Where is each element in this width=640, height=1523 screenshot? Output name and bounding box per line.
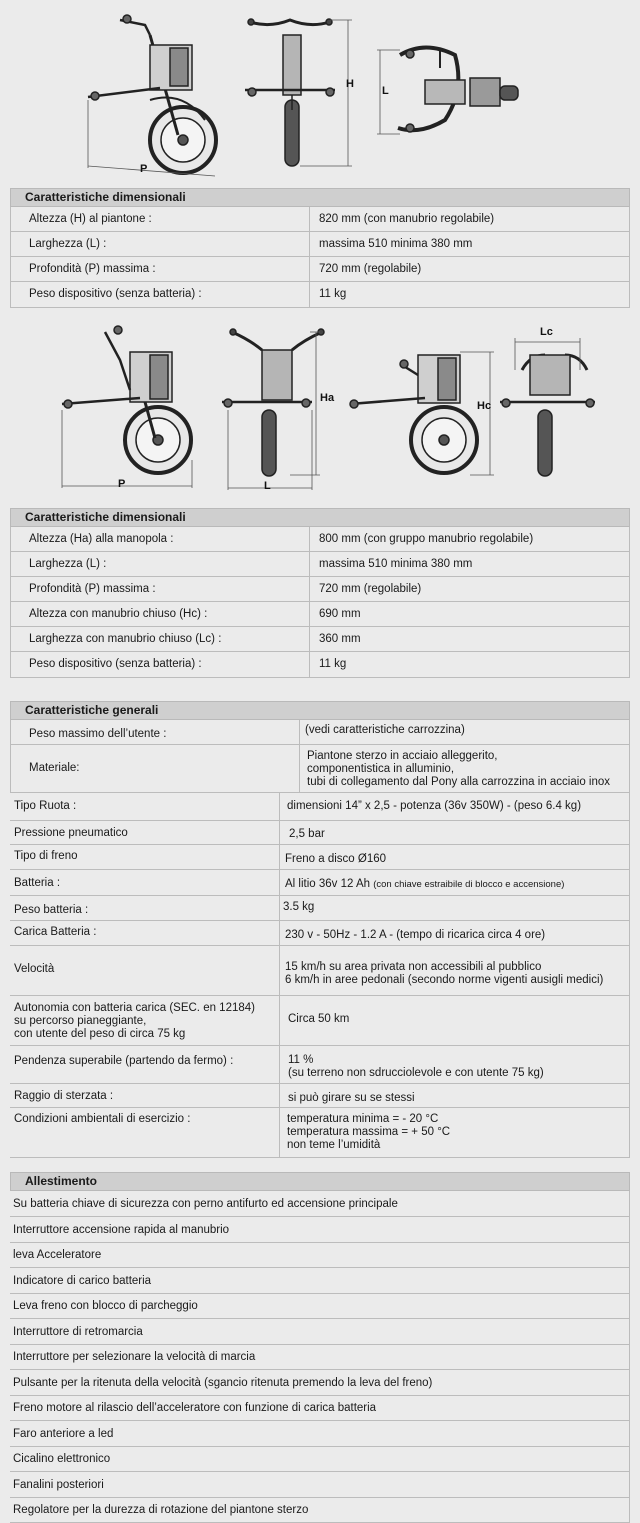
column-divider <box>279 1046 280 1083</box>
row-value: 2,5 bar <box>289 828 325 840</box>
list-item <box>10 1421 630 1447</box>
list-item <box>10 1319 630 1345</box>
row-value: Piantone sterzo in acciaio alleggerito, componentistica in alluminio, tubi di collegamento dal Pony alla carrozzina in acciaio inox <box>307 750 611 788</box>
table-row <box>10 1084 630 1108</box>
table-row <box>10 627 630 652</box>
dim-label-hc: Hc <box>477 400 492 412</box>
device-drawings-1 <box>0 0 640 185</box>
row-label: Larghezza (L) : <box>29 238 107 250</box>
table-row <box>10 793 630 821</box>
row-label: Velocità <box>14 963 55 975</box>
table-row <box>10 602 630 627</box>
list-item <box>10 1370 630 1396</box>
row-label: Pressione pneumatico <box>14 827 128 839</box>
row-value: 720 mm (regolabile) <box>319 583 422 595</box>
column-divider <box>299 720 300 744</box>
list-item <box>10 1268 630 1294</box>
table-row <box>10 577 630 602</box>
table-row <box>10 232 630 257</box>
table-row <box>10 1108 630 1158</box>
table-row <box>10 527 630 552</box>
column-divider <box>279 996 280 1045</box>
row-value: dimensioni 14” x 2,5 - potenza (36v 350W) - (peso 6.4 kg) <box>287 800 582 812</box>
dim-label-l: L <box>264 480 271 492</box>
table-row <box>10 652 630 678</box>
column-divider <box>309 602 310 626</box>
row-label: Peso dispositivo (senza batteria) : <box>29 288 202 300</box>
column-divider <box>279 1108 280 1157</box>
column-divider <box>279 821 280 844</box>
row-value: 11 kg <box>319 288 347 300</box>
table-row <box>10 845 630 870</box>
list-item-text: Interruttore di retromarcia <box>13 1326 143 1338</box>
table-row <box>10 896 630 921</box>
list-item <box>10 1293 630 1319</box>
dim-label-l: L <box>382 85 389 97</box>
row-label: Raggio di sterzata : <box>14 1090 114 1102</box>
list-item-text: Su batteria chiave di sicurezza con perno antifurto ed accensione principale <box>13 1198 398 1210</box>
row-label: Larghezza con manubrio chiuso (Lc) : <box>29 633 222 645</box>
column-divider <box>309 257 310 281</box>
row-label: Tipo Ruota : <box>14 800 77 812</box>
row-value: si può girare su se stessi <box>288 1092 415 1104</box>
table-row <box>10 1046 630 1084</box>
row-value: 11 % (su terreno non sdrucciolevole e con utente 75 kg) <box>288 1054 544 1079</box>
table-row <box>10 257 630 282</box>
list-item-text: Interruttore per selezionare la velocità di marcia <box>13 1351 256 1363</box>
column-divider <box>279 921 280 945</box>
row-value: (vedi caratteristiche carrozzina) <box>305 724 465 736</box>
figure-dimensions-1 <box>0 0 640 185</box>
column-divider <box>279 1084 280 1107</box>
row-value <box>285 878 626 891</box>
column-divider <box>309 552 310 576</box>
row-label: Batteria : <box>14 877 61 889</box>
table-row <box>10 282 630 308</box>
table-row <box>10 552 630 577</box>
row-value: 360 mm <box>319 633 361 645</box>
row-label: Peso massimo dell’utente : <box>29 728 167 740</box>
list-item <box>10 1344 630 1370</box>
row-value: 690 mm <box>319 608 361 620</box>
row-value: 3.5 kg <box>283 901 315 913</box>
column-divider <box>309 652 310 677</box>
list-item-text: Fanalini posteriori <box>13 1479 104 1491</box>
table-row <box>10 745 630 793</box>
list-item-text: Faro anteriore a led <box>13 1428 114 1440</box>
list-item <box>10 1497 630 1523</box>
column-divider <box>279 946 280 995</box>
column-divider <box>309 527 310 551</box>
row-value-note: (con chiave estraibile di blocco e accensione) <box>373 879 565 890</box>
dim-label-lc: Lc <box>540 326 553 338</box>
row-label: Altezza (Ha) alla manopola : <box>29 533 174 545</box>
row-value: temperatura minima = - 20 °C temperatura massima = + 50 °C non teme l’umidità <box>287 1113 451 1151</box>
row-label: Pendenza superabile (partendo da fermo) : <box>14 1055 234 1067</box>
device-drawings-2 <box>0 320 640 500</box>
column-divider <box>309 577 310 601</box>
column-divider <box>309 627 310 651</box>
table-row <box>10 720 630 745</box>
dim-label-h: H <box>346 78 354 90</box>
row-value: massima 510 minima 380 mm <box>319 238 473 250</box>
list-item-text: Freno motore al rilascio dell’acceleratore con funzione di carica batteria <box>13 1402 377 1414</box>
row-label: Profondità (P) massima : <box>29 263 156 275</box>
column-divider <box>309 207 310 231</box>
row-value: 230 v - 50Hz - 1.2 A - (tempo di ricarica circa 4 ore) <box>285 929 546 941</box>
row-label: Profondità (P) massima : <box>29 583 156 595</box>
row-label: Condizioni ambientali di esercizio : <box>14 1113 191 1125</box>
section-title: Caratteristiche dimensionali <box>10 508 630 527</box>
column-divider <box>279 870 280 895</box>
dim-label-ha: Ha <box>320 392 335 404</box>
column-divider <box>279 896 280 920</box>
list-item <box>10 1191 630 1217</box>
section-title: Caratteristiche generali <box>10 701 630 720</box>
table-row <box>10 821 630 845</box>
list-item-text: Regolatore per la durezza di rotazione del piantone sterzo <box>13 1504 309 1516</box>
list-item-text: leva Acceleratore <box>13 1249 102 1261</box>
list-item-text: Indicatore di carico batteria <box>13 1275 152 1287</box>
row-value: massima 510 minima 380 mm <box>319 558 473 570</box>
column-divider <box>309 282 310 307</box>
row-label: Autonomia con batteria carica (SEC. en 12184) su percorso pianeggiante, con utente del peso di circa 75 kg <box>14 1002 255 1040</box>
list-item-text: Cicalino elettronico <box>13 1453 111 1465</box>
row-value: 15 km/h su area privata non accessibili al pubblico 6 km/h in aree pedonali (secondo norme vigenti ausigli medici) <box>285 961 604 986</box>
list-item <box>10 1217 630 1243</box>
list-item-text: Leva freno con blocco di parcheggio <box>13 1300 198 1312</box>
dim-label-p: P <box>140 163 148 175</box>
column-divider <box>279 845 280 869</box>
row-label: Carica Batteria : <box>14 926 97 938</box>
table-row <box>10 870 630 896</box>
column-divider <box>309 232 310 256</box>
row-value: 11 kg <box>319 658 347 670</box>
list-item-text: Pulsante per la ritenuta della velocità (sgancio ritenuta premendo la leva del freno) <box>13 1377 433 1389</box>
row-value: 820 mm (con manubrio regolabile) <box>319 213 495 225</box>
column-divider <box>279 793 280 820</box>
row-label: Altezza (H) al piantone : <box>29 213 152 225</box>
row-label: Peso batteria : <box>14 904 89 916</box>
list-item-text: Interruttore accensione rapida al manubrio <box>13 1224 230 1236</box>
row-label: Materiale: <box>29 762 80 774</box>
list-item <box>10 1395 630 1421</box>
table-row <box>10 996 630 1046</box>
row-value: 800 mm (con gruppo manubrio regolabile) <box>319 533 534 545</box>
row-label: Peso dispositivo (senza batteria) : <box>29 658 202 670</box>
table-row <box>10 946 630 996</box>
row-label: Tipo di freno <box>14 850 78 862</box>
table-row <box>10 921 630 946</box>
row-label: Altezza con manubrio chiuso (Hc) : <box>29 608 208 620</box>
row-value: 720 mm (regolabile) <box>319 263 422 275</box>
row-value: Circa 50 km <box>288 1013 350 1025</box>
section-title: Caratteristiche dimensionali <box>10 188 630 207</box>
list-item <box>10 1446 630 1472</box>
row-label: Larghezza (L) : <box>29 558 107 570</box>
list-item <box>10 1242 630 1268</box>
figure-dimensions-2 <box>0 320 640 500</box>
table-row <box>10 207 630 232</box>
section-title: Allestimento <box>10 1172 630 1191</box>
row-value-main: Al litio 36v 12 Ah <box>285 878 371 890</box>
column-divider <box>299 745 300 792</box>
list-item <box>10 1472 630 1498</box>
dim-label-p: P <box>118 478 126 490</box>
row-value: Freno a disco Ø160 <box>285 853 387 865</box>
